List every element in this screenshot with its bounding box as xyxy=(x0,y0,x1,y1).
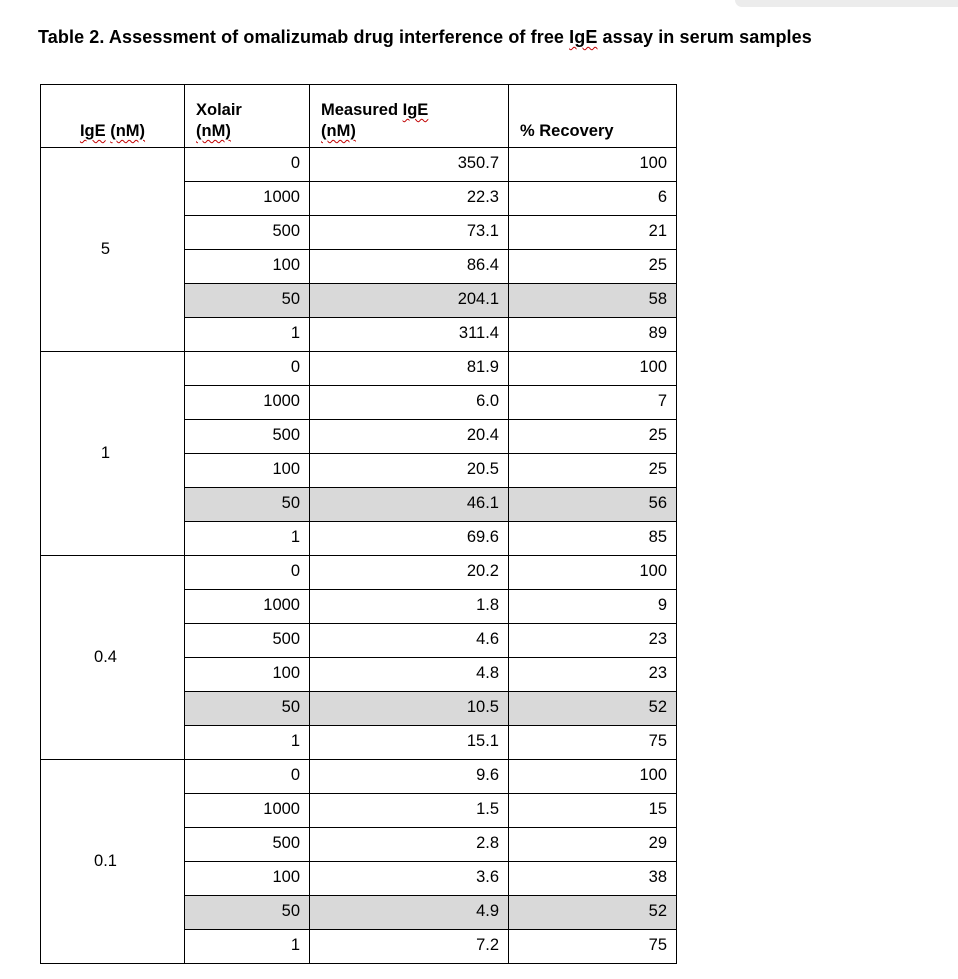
measured-ige-cell: 73.1 xyxy=(310,216,509,250)
measured-ige-cell: 7.2 xyxy=(310,930,509,964)
header-measured-ige-nm xyxy=(310,85,509,148)
header-measured-unit: (nM) xyxy=(321,121,356,140)
recovery-cell: 25 xyxy=(509,420,677,454)
measured-ige-cell: 9.6 xyxy=(310,760,509,794)
recovery-cell: 52 xyxy=(509,896,677,930)
header-xolair-word: Xolair xyxy=(196,100,242,119)
measured-ige-cell: 20.4 xyxy=(310,420,509,454)
xolair-cell: 50 xyxy=(185,692,310,726)
recovery-cell: 52 xyxy=(509,692,677,726)
recovery-cell: 75 xyxy=(509,930,677,964)
xolair-cell: 500 xyxy=(185,624,310,658)
ige-group-cell: 0.1 xyxy=(41,760,185,964)
title-text-post: assay in serum samples xyxy=(597,27,812,47)
assay-data-table xyxy=(40,84,677,964)
measured-ige-cell: 311.4 xyxy=(310,318,509,352)
xolair-cell: 0 xyxy=(185,148,310,182)
measured-ige-cell: 10.5 xyxy=(310,692,509,726)
measured-ige-cell: 81.9 xyxy=(310,352,509,386)
xolair-cell: 50 xyxy=(185,488,310,522)
recovery-cell: 25 xyxy=(509,454,677,488)
xolair-cell: 1000 xyxy=(185,590,310,624)
header-ige-unit: (nM) xyxy=(110,121,146,140)
measured-ige-cell: 15.1 xyxy=(310,726,509,760)
header-recovery-label: % Recovery xyxy=(520,121,614,140)
top-right-chrome-bar xyxy=(735,0,958,7)
measured-ige-cell: 86.4 xyxy=(310,250,509,284)
ige-group-cell: 0.4 xyxy=(41,556,185,760)
recovery-cell: 85 xyxy=(509,522,677,556)
measured-ige-cell: 6.0 xyxy=(310,386,509,420)
xolair-cell: 1 xyxy=(185,522,310,556)
table-row xyxy=(41,760,677,794)
recovery-cell: 100 xyxy=(509,760,677,794)
header-measured-word: Measured xyxy=(321,100,403,119)
xolair-cell: 0 xyxy=(185,556,310,590)
title-text-misspelled: IgE xyxy=(569,27,598,47)
measured-ige-cell: 46.1 xyxy=(310,488,509,522)
recovery-cell: 15 xyxy=(509,794,677,828)
recovery-cell: 9 xyxy=(509,590,677,624)
xolair-cell: 500 xyxy=(185,828,310,862)
recovery-cell: 7 xyxy=(509,386,677,420)
xolair-cell: 1000 xyxy=(185,386,310,420)
xolair-cell: 500 xyxy=(185,420,310,454)
recovery-cell: 29 xyxy=(509,828,677,862)
measured-ige-cell: 4.9 xyxy=(310,896,509,930)
xolair-cell: 1000 xyxy=(185,182,310,216)
measured-ige-cell: 350.7 xyxy=(310,148,509,182)
measured-ige-cell: 2.8 xyxy=(310,828,509,862)
ige-group-cell: 1 xyxy=(41,352,185,556)
recovery-cell: 75 xyxy=(509,726,677,760)
measured-ige-cell: 22.3 xyxy=(310,182,509,216)
header-xolair-nm xyxy=(185,85,310,148)
header-xolair-unit: (nM) xyxy=(196,121,231,140)
xolair-cell: 1 xyxy=(185,930,310,964)
xolair-cell: 0 xyxy=(185,760,310,794)
recovery-cell: 25 xyxy=(509,250,677,284)
measured-ige-cell: 4.6 xyxy=(310,624,509,658)
recovery-cell: 56 xyxy=(509,488,677,522)
table-row xyxy=(41,352,677,386)
xolair-cell: 100 xyxy=(185,862,310,896)
table-title xyxy=(38,27,812,48)
recovery-cell: 23 xyxy=(509,624,677,658)
measured-ige-cell: 3.6 xyxy=(310,862,509,896)
table-header-row xyxy=(41,85,677,148)
measured-ige-cell: 69.6 xyxy=(310,522,509,556)
measured-ige-cell: 204.1 xyxy=(310,284,509,318)
measured-ige-cell: 20.2 xyxy=(310,556,509,590)
recovery-cell: 100 xyxy=(509,352,677,386)
recovery-cell: 38 xyxy=(509,862,677,896)
header-ige-nm xyxy=(41,85,185,148)
recovery-cell: 100 xyxy=(509,148,677,182)
recovery-cell: 100 xyxy=(509,556,677,590)
table-row xyxy=(41,556,677,590)
recovery-cell: 21 xyxy=(509,216,677,250)
xolair-cell: 1 xyxy=(185,318,310,352)
xolair-cell: 500 xyxy=(185,216,310,250)
measured-ige-cell: 1.5 xyxy=(310,794,509,828)
table-row xyxy=(41,148,677,182)
xolair-cell: 1 xyxy=(185,726,310,760)
measured-ige-cell: 1.8 xyxy=(310,590,509,624)
xolair-cell: 50 xyxy=(185,896,310,930)
header-ige-word: IgE xyxy=(79,121,106,140)
xolair-cell: 50 xyxy=(185,284,310,318)
xolair-cell: 100 xyxy=(185,454,310,488)
recovery-cell: 58 xyxy=(509,284,677,318)
measured-ige-cell: 20.5 xyxy=(310,454,509,488)
xolair-cell: 1000 xyxy=(185,794,310,828)
recovery-cell: 89 xyxy=(509,318,677,352)
xolair-cell: 100 xyxy=(185,250,310,284)
measured-ige-cell: 4.8 xyxy=(310,658,509,692)
header-measured-ige-word: IgE xyxy=(402,100,429,119)
xolair-cell: 0 xyxy=(185,352,310,386)
xolair-cell: 100 xyxy=(185,658,310,692)
ige-group-cell: 5 xyxy=(41,148,185,352)
recovery-cell: 6 xyxy=(509,182,677,216)
title-text-pre: Table 2. Assessment of omalizumab drug interference of free xyxy=(38,27,570,47)
header-percent-recovery xyxy=(509,85,677,148)
recovery-cell: 23 xyxy=(509,658,677,692)
